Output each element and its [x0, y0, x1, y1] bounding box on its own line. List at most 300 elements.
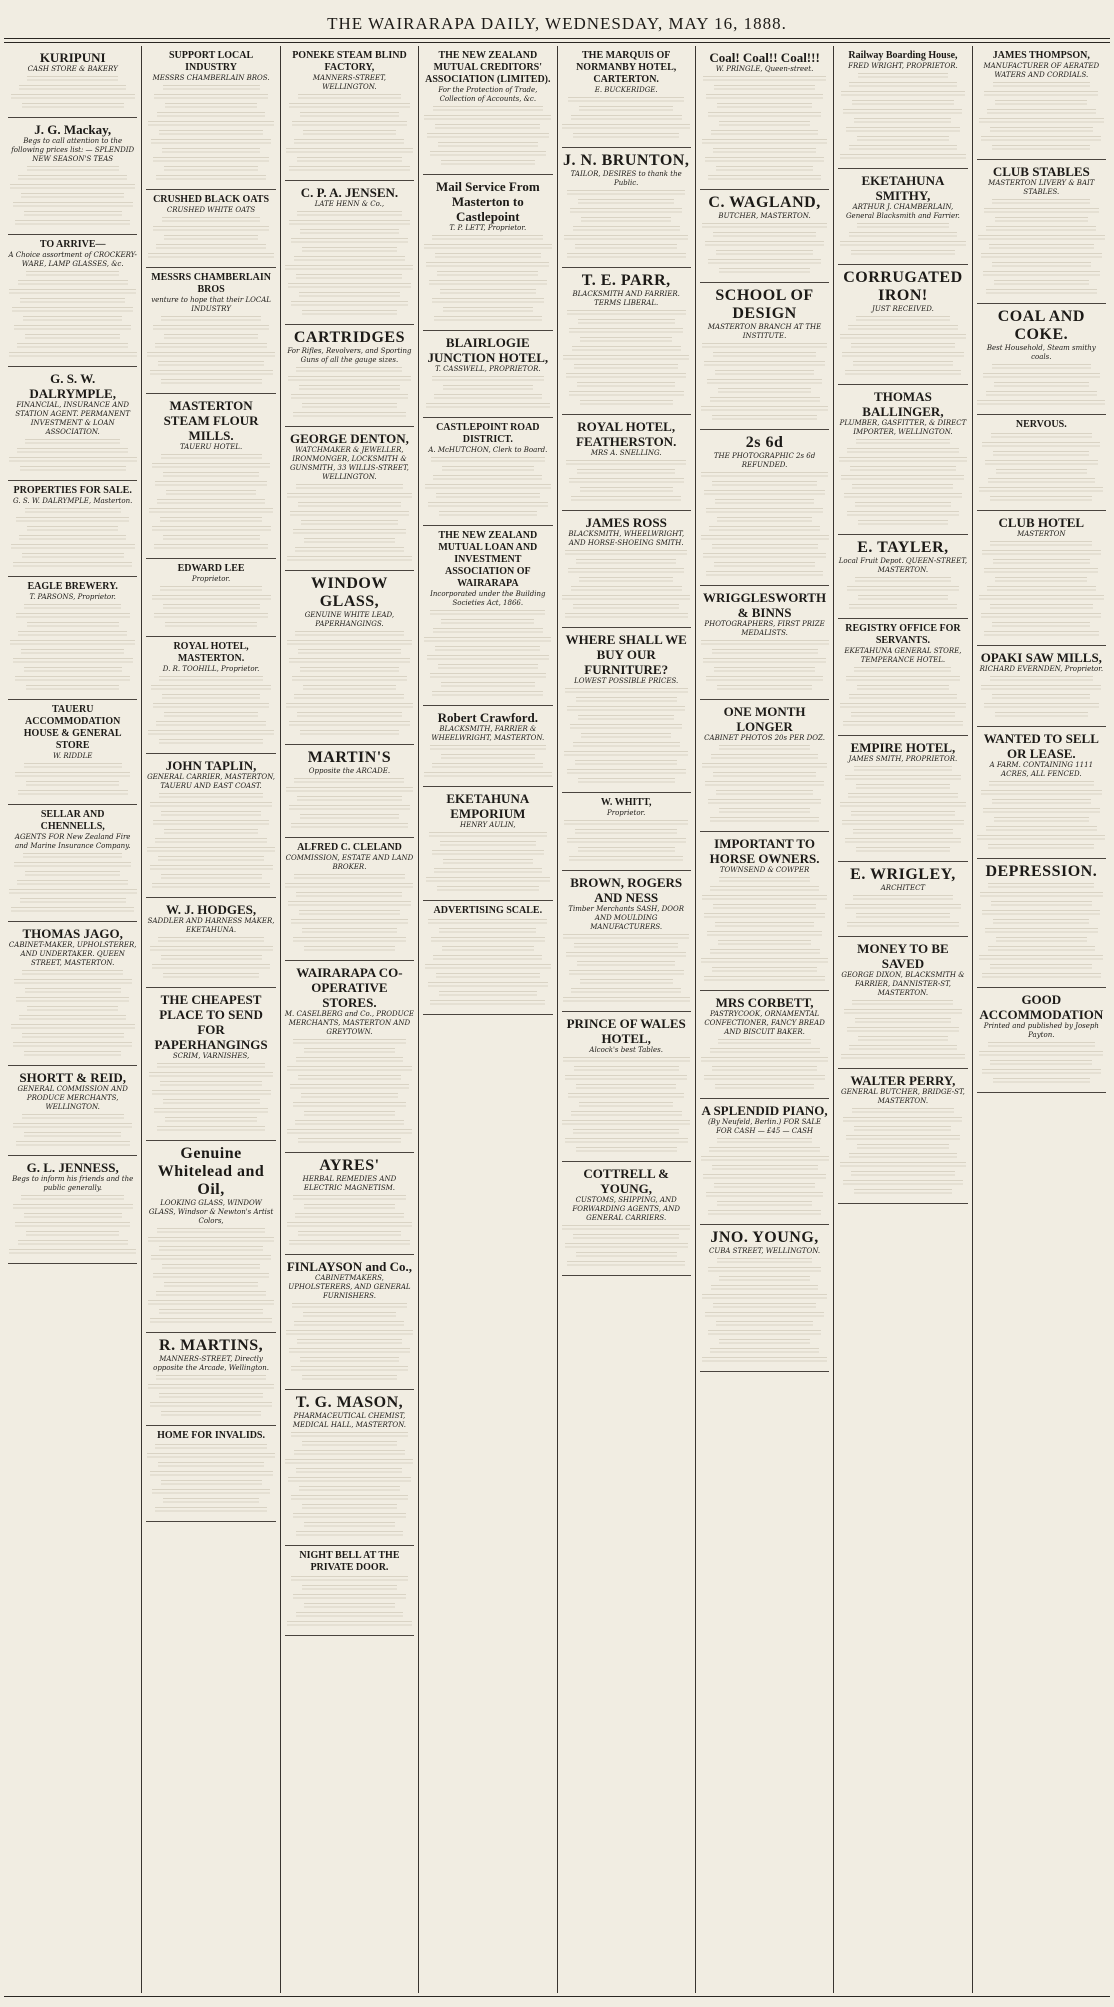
advertisement-subtitle: MESSRS CHAMBERLAIN BROS.	[152, 74, 270, 82]
text-line	[847, 586, 960, 593]
advertisement	[423, 706, 552, 787]
text-line	[846, 1135, 960, 1142]
text-line	[285, 883, 413, 890]
text-line	[562, 1225, 690, 1232]
advertisement-title: G. L. JENNESS,	[26, 1160, 119, 1175]
text-line	[288, 901, 411, 908]
text-line	[163, 472, 259, 479]
advertisement-title: EKETAHUNA SMITHY,	[861, 173, 945, 203]
text-line	[429, 280, 547, 287]
text-line	[843, 1117, 962, 1124]
text-line	[715, 370, 813, 377]
text-line	[297, 211, 402, 218]
text-line	[571, 496, 681, 503]
advertisement-title: WAIRARAPA CO-OPERATIVE STORES.	[296, 965, 403, 1010]
text-line	[154, 613, 268, 620]
text-line	[296, 1057, 403, 1064]
text-line	[711, 1285, 818, 1292]
text-line	[857, 223, 949, 230]
advertisement-subtitle: TAUERU HOTEL.	[179, 443, 243, 451]
advertisement-title: C. P. A. JENSEN.	[300, 185, 399, 200]
advertisement	[146, 637, 275, 754]
text-line	[9, 889, 137, 896]
text-line	[717, 1138, 811, 1145]
text-line	[853, 361, 953, 368]
column-2	[142, 46, 280, 1993]
advertisement-body-texture	[146, 1375, 275, 1418]
text-line	[570, 208, 683, 215]
advertisement-body-texture	[700, 1039, 829, 1091]
text-line	[841, 91, 965, 98]
text-line	[150, 1471, 273, 1478]
text-line	[984, 703, 1099, 710]
text-line	[718, 388, 811, 395]
advertisement	[700, 1099, 829, 1225]
text-line	[427, 133, 549, 140]
text-line	[293, 1102, 407, 1109]
advertisement-title: DEPRESSION.	[985, 863, 1098, 880]
advertisement	[146, 46, 275, 190]
text-line	[22, 970, 123, 977]
text-line	[575, 244, 677, 251]
advertisement	[8, 1156, 137, 1264]
text-line	[160, 586, 262, 593]
text-line	[12, 307, 134, 314]
text-line	[990, 127, 1094, 134]
text-line	[701, 472, 828, 479]
text-line	[977, 400, 1105, 407]
text-line	[993, 919, 1089, 926]
text-line	[296, 1612, 403, 1619]
text-line	[840, 802, 967, 809]
text-line	[988, 946, 1095, 953]
text-line	[710, 817, 819, 824]
advertisement-body-texture	[423, 376, 552, 410]
advertisement-body-texture	[700, 343, 829, 422]
advertisement-title: JOHN TAPLIN,	[165, 758, 257, 773]
text-line	[163, 1099, 260, 1106]
text-line	[717, 103, 813, 110]
advertisement-body-texture	[285, 484, 414, 563]
text-line	[26, 1231, 119, 1238]
text-line	[426, 403, 550, 410]
advertisement	[838, 1069, 967, 1204]
text-line	[426, 262, 549, 269]
text-line	[432, 763, 543, 770]
text-line	[563, 1057, 690, 1064]
text-line	[9, 1249, 136, 1256]
text-line	[162, 1264, 260, 1271]
advertisement	[562, 628, 691, 793]
text-line	[857, 1144, 949, 1151]
text-line	[845, 838, 961, 845]
text-line	[708, 1267, 821, 1274]
text-line	[23, 853, 123, 860]
text-line	[717, 1201, 813, 1208]
text-line	[713, 352, 817, 359]
advertisement	[423, 526, 552, 706]
text-line	[299, 385, 400, 392]
text-line	[148, 1300, 275, 1307]
text-line	[708, 1330, 822, 1337]
text-line	[716, 250, 813, 257]
advertisement-body-texture	[977, 433, 1106, 503]
advertisement-title: TAUERU ACCOMMODATION HOUSE & GENERAL STORE	[23, 704, 122, 751]
text-line	[706, 1192, 824, 1199]
text-line	[992, 199, 1090, 206]
masthead: THE WAIRARAPA DAILY, WEDNESDAY, MAY 16, 1888.	[327, 14, 787, 33]
text-line	[437, 271, 538, 278]
advertisement-subtitle: MANUFACTURER OF AERATED WATERS AND CORDIALS.	[983, 62, 1100, 79]
text-line	[429, 832, 547, 839]
text-line	[579, 1102, 673, 1109]
text-line	[19, 1015, 126, 1022]
advertisement-title: G. S. W. DALRYMPLE,	[29, 371, 116, 401]
advertisement-title: CORRUGATED IRON!	[843, 269, 963, 304]
advertisement-body-texture	[423, 745, 552, 779]
advertisement-body-texture	[146, 937, 275, 980]
advertisement	[8, 805, 137, 922]
advertisement	[285, 1153, 414, 1255]
text-line	[149, 1072, 273, 1079]
text-line	[10, 184, 135, 191]
text-line	[578, 199, 674, 206]
advertisement-title: CRUSHED BLACK OATS	[153, 194, 270, 205]
advertisement-title: GEORGE DENTON,	[289, 431, 409, 446]
text-line	[708, 1210, 821, 1217]
advertisement-title: C. WAGLAND,	[708, 194, 821, 211]
text-line	[158, 856, 264, 863]
text-line	[13, 1123, 132, 1130]
advertisement-body-texture	[423, 919, 552, 1007]
advertisement-subtitle: Proprietor.	[607, 809, 646, 817]
text-line	[981, 790, 1103, 797]
text-line	[161, 1480, 262, 1487]
text-line	[576, 559, 676, 566]
text-line	[285, 265, 413, 272]
text-line	[714, 667, 815, 674]
text-line	[26, 271, 119, 278]
text-line	[157, 1063, 264, 1070]
text-line	[288, 376, 411, 383]
advertisement	[285, 1390, 414, 1546]
text-line	[991, 433, 1092, 440]
text-line	[996, 937, 1087, 944]
text-line	[704, 1075, 826, 1082]
text-line	[304, 1111, 396, 1118]
column-1	[4, 46, 142, 1993]
advertisement-title: ALFRED C. CLELAND	[297, 842, 402, 853]
text-line	[706, 676, 824, 683]
text-line	[434, 316, 541, 323]
advertisement-title: PRINCE OF WALES HOTEL,	[566, 1016, 686, 1046]
advertisement-body-texture	[423, 235, 552, 323]
text-line	[295, 1120, 404, 1127]
advertisement-body-texture	[562, 550, 691, 620]
advertisement-subtitle: EKETAHUNA GENERAL STORE, TEMPERANCE HOTEL.	[844, 647, 962, 664]
text-line	[849, 232, 958, 239]
text-line	[855, 502, 951, 509]
advertisement-columns	[4, 46, 1110, 1993]
text-line	[287, 1129, 412, 1136]
advertisement-subtitle: PASTRYCOOK, ORNAMENTAL CONFECTIONER, FANCY BREAD AND BISCUIT BAKER.	[704, 1010, 825, 1036]
text-line	[714, 1183, 815, 1190]
text-line	[435, 253, 541, 260]
text-line	[436, 493, 540, 500]
text-line	[286, 703, 413, 710]
text-line	[569, 328, 683, 335]
text-line	[568, 568, 684, 575]
text-line	[709, 1147, 820, 1154]
text-line	[303, 130, 396, 137]
advertisement-body-texture	[8, 271, 137, 359]
advertisement	[146, 559, 275, 637]
advertisement-body-texture	[977, 781, 1106, 851]
advertisement-title: REGISTRY OFFICE FOR SERVANTS.	[845, 623, 961, 646]
text-line	[985, 460, 1098, 467]
advertisement	[146, 898, 275, 988]
text-line	[995, 712, 1088, 719]
text-line	[9, 457, 137, 464]
text-line	[719, 808, 811, 815]
text-line	[439, 991, 537, 998]
text-line	[980, 892, 1103, 899]
advertisement-body-texture	[8, 604, 137, 692]
advertisement-body-texture	[977, 199, 1106, 296]
text-line	[850, 466, 956, 473]
text-line	[704, 490, 826, 497]
advertisement-subtitle: WATCHMAKER & JEWELLER, IRONMONGER, LOCKSMITH & GUNSMITH, 33 WILLIS-STREET, WELLINGTON.	[289, 446, 409, 481]
text-line	[573, 1129, 679, 1136]
text-line	[299, 910, 400, 917]
text-line	[573, 742, 680, 749]
text-line	[851, 712, 955, 719]
text-line	[990, 1060, 1092, 1067]
text-line	[856, 439, 950, 446]
text-line	[161, 454, 262, 461]
advertisement-body-texture	[838, 316, 967, 377]
advertisement-title: T. G. MASON,	[295, 1394, 404, 1411]
advertisement-body-texture	[700, 223, 829, 275]
text-line	[701, 958, 828, 965]
advertisement	[700, 430, 829, 586]
advertisement-subtitle: SADDLER AND HARNESS MAKER, EKETAHUNA.	[147, 917, 275, 934]
text-line	[157, 112, 266, 119]
text-line	[165, 103, 257, 110]
text-line	[13, 658, 133, 665]
text-line	[291, 1576, 409, 1583]
text-line	[712, 415, 817, 422]
advertisement-title: SCHOOL OF DESIGN	[715, 287, 814, 322]
advertisement	[146, 988, 275, 1141]
text-line	[574, 1066, 679, 1073]
text-line	[159, 676, 263, 683]
advertisement	[562, 46, 691, 148]
advertisement-subtitle: GENERAL BUTCHER, BRIDGE-ST, MASTERTON.	[841, 1088, 965, 1105]
text-line	[154, 544, 268, 551]
text-line	[302, 1504, 398, 1511]
advertisement	[285, 46, 414, 181]
text-line	[843, 1180, 963, 1187]
text-line	[994, 382, 1088, 389]
text-line	[292, 1303, 407, 1310]
advertisement-body-texture	[562, 934, 691, 1004]
text-line	[574, 364, 678, 371]
advertisement	[285, 427, 414, 571]
advertisement-title: IMPORTANT TO HORSE OWNERS.	[709, 836, 820, 866]
advertisement	[700, 190, 829, 283]
text-line	[578, 319, 675, 326]
advertisement-subtitle: Begs to inform his friends and the public generally.	[12, 1175, 134, 1192]
advertisement-title: HOME FOR INVALIDS.	[157, 1430, 265, 1441]
text-line	[153, 1273, 268, 1280]
text-line	[577, 382, 675, 389]
advertisement-body-texture	[146, 1444, 275, 1514]
advertisement	[8, 118, 137, 235]
text-line	[851, 250, 955, 257]
text-line	[148, 253, 275, 260]
text-line	[24, 763, 122, 770]
advertisement-title: THE NEW ZEALAND MUTUAL CREDITORS' ASSOCIATION (LIMITED).	[425, 50, 551, 85]
text-line	[710, 886, 819, 893]
text-line	[840, 241, 965, 248]
text-line	[163, 85, 260, 92]
advertisement-subtitle: Proprietor.	[191, 575, 231, 583]
text-line	[986, 289, 1097, 296]
advertisement	[423, 46, 552, 175]
column-4	[419, 46, 557, 1993]
text-line	[990, 676, 1094, 683]
text-line	[27, 622, 119, 629]
text-line	[982, 550, 1101, 557]
text-line	[567, 1261, 685, 1268]
advertisement-subtitle: For Rifles, Revolvers, and Sporting Guns of all the gauge sizes.	[287, 347, 412, 364]
advertisement-body-texture	[8, 853, 137, 914]
text-line	[580, 487, 673, 494]
text-line	[152, 595, 271, 602]
advertisement	[285, 961, 414, 1153]
text-line	[22, 1033, 124, 1040]
advertisement-subtitle: JAMES SMITH, PROPRIETOR.	[848, 755, 958, 763]
text-line	[992, 622, 1090, 629]
text-line	[160, 1081, 262, 1088]
text-line	[288, 283, 411, 290]
advertisement	[8, 46, 137, 118]
text-line	[845, 904, 961, 911]
advertisement-body-texture	[146, 217, 275, 260]
text-line	[291, 238, 407, 245]
text-line	[441, 754, 535, 761]
text-line	[575, 829, 677, 836]
text-line	[571, 115, 682, 122]
advertisement-subtitle: LOOKING GLASS, WINDOW GLASS, Windsor & Newton's Artist Colors,	[148, 1199, 274, 1225]
text-line	[24, 667, 122, 674]
text-line	[705, 157, 824, 164]
text-line	[152, 1090, 271, 1097]
advertisement-subtitle: Alcock's best Tables.	[589, 1046, 663, 1054]
text-line	[992, 799, 1092, 806]
text-line	[848, 325, 958, 332]
advertisement	[977, 46, 1106, 160]
text-line	[841, 475, 964, 482]
text-line	[24, 1132, 121, 1139]
text-line	[571, 988, 681, 995]
text-line	[153, 325, 269, 332]
advertisement-subtitle: ARTHUR J. CHAMBERLAIN, General Blacksmith and Farrier.	[845, 203, 960, 220]
advertisement-body-texture	[8, 166, 137, 227]
advertisement-subtitle: Printed and published by Joseph Payton.	[983, 1022, 1099, 1039]
text-line	[430, 1000, 545, 1007]
text-line	[842, 352, 964, 359]
text-line	[706, 571, 824, 578]
column-3	[281, 46, 419, 1993]
advertisement-body-texture	[562, 460, 691, 503]
text-line	[858, 1036, 949, 1043]
text-line	[14, 979, 132, 986]
text-line	[289, 166, 411, 173]
advertisement-subtitle: Opposite the ARCADE.	[308, 767, 391, 775]
advertisement-title: NIGHT BELL AT THE PRIVATE DOOR.	[299, 1550, 400, 1573]
advertisement-subtitle: G. S. W. DALRYMPLE, Masterton.	[13, 497, 133, 505]
text-line	[434, 868, 541, 875]
text-line	[298, 94, 402, 101]
text-line	[711, 130, 818, 137]
advertisement-title: SHORTT & REID,	[19, 1070, 126, 1085]
advertisement	[146, 1426, 275, 1522]
text-line	[705, 1312, 824, 1319]
text-line	[992, 262, 1092, 269]
text-line	[153, 820, 269, 827]
advertisement-title: JNO. YOUNG,	[710, 1229, 819, 1246]
text-line	[858, 73, 949, 80]
text-line	[439, 928, 536, 935]
advertisement-subtitle: BLACKSMITH, FARRIER & WHEELWRIGHT, MASTERTON.	[431, 725, 545, 742]
text-line	[302, 1441, 396, 1448]
text-line	[992, 145, 1090, 152]
advertisement-title: SELLAR AND CHENNELLS,	[40, 809, 105, 832]
text-line	[431, 457, 545, 464]
text-line	[152, 463, 270, 470]
text-line	[433, 955, 542, 962]
text-line	[982, 1069, 1101, 1076]
text-line	[295, 1213, 404, 1220]
text-line	[290, 511, 409, 518]
text-line	[718, 1039, 811, 1046]
text-line	[847, 511, 960, 518]
advertisement	[285, 181, 414, 325]
text-line	[16, 613, 130, 620]
advertisement	[146, 1141, 275, 1333]
text-line	[994, 280, 1088, 287]
advertisement-title: NERVOUS.	[1015, 419, 1067, 430]
advertisement	[423, 787, 552, 901]
text-line	[151, 1255, 271, 1262]
text-line	[577, 469, 675, 476]
text-line	[430, 610, 545, 617]
text-line	[983, 271, 1099, 278]
advertisement-title: EMPIRE HOTEL,	[850, 740, 956, 755]
advertisement-title: WALTER PERRY,	[850, 1073, 956, 1088]
advertisement	[977, 511, 1106, 646]
text-line	[996, 469, 1087, 476]
advertisement	[838, 736, 967, 862]
text-line	[441, 619, 534, 626]
advertisement-subtitle: ARCHITECT	[880, 884, 926, 892]
text-line	[294, 778, 404, 785]
text-line	[990, 964, 1092, 971]
text-line	[156, 721, 266, 728]
text-line	[11, 94, 135, 101]
